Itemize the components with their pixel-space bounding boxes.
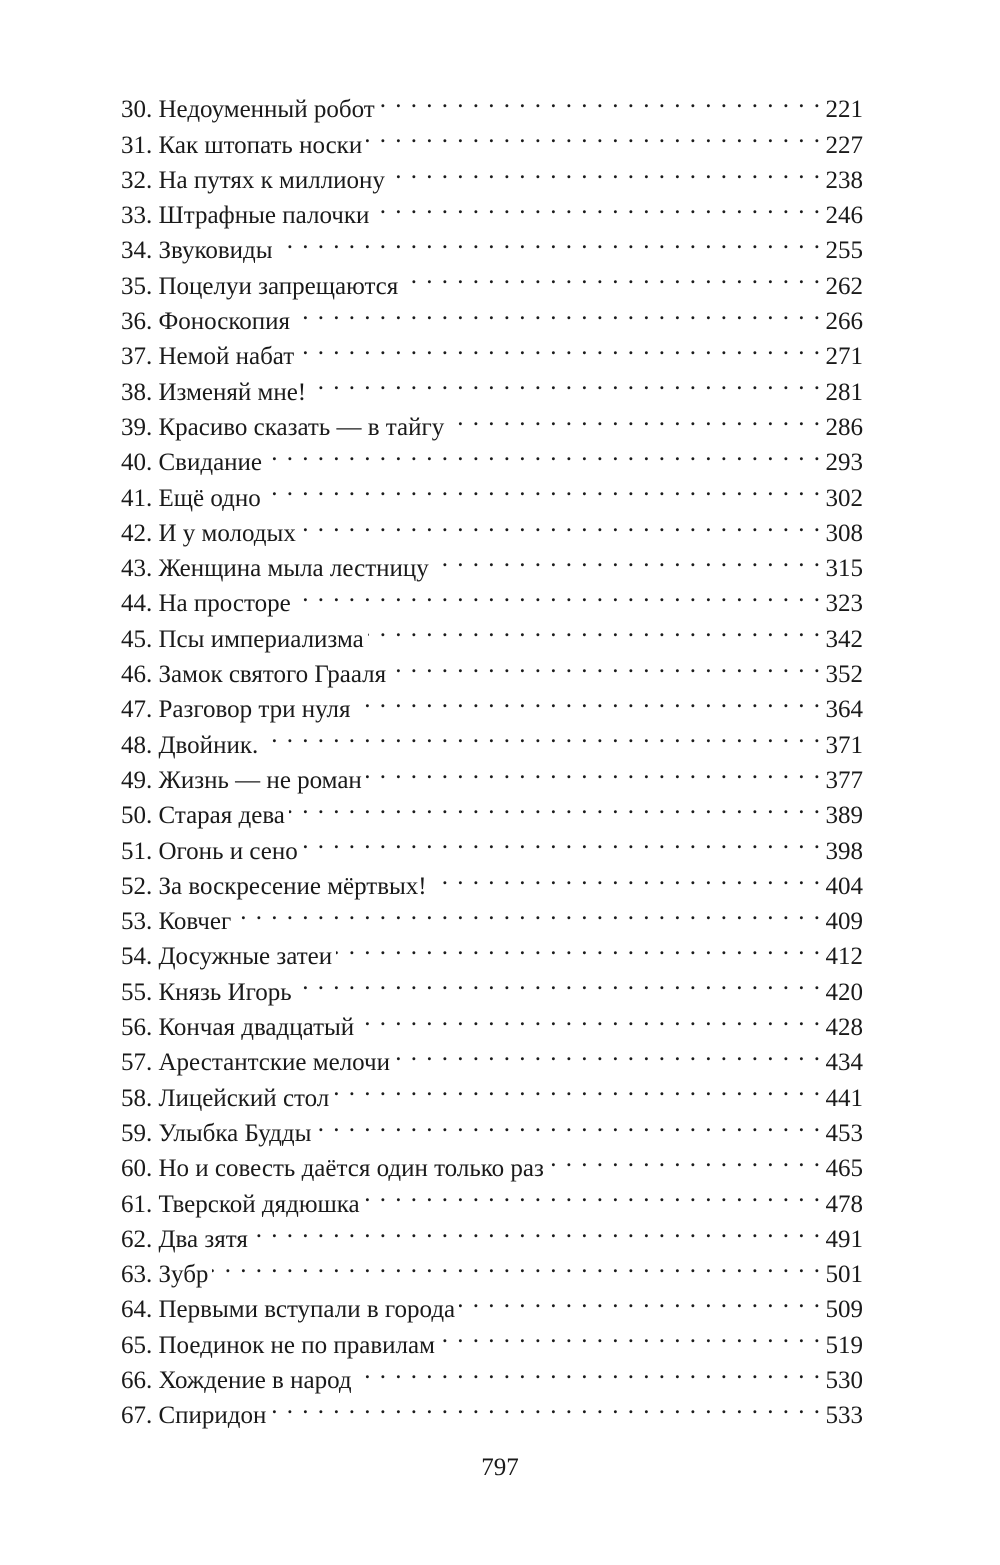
toc-entry-page: 434 (825, 1049, 863, 1077)
dot-leader (389, 153, 822, 188)
dot-leader (366, 753, 822, 788)
toc-entry-page: 398 (825, 837, 863, 865)
toc-entry-page: 255 (825, 237, 863, 265)
toc-entry-title: 51. Огонь и сено (121, 837, 298, 865)
toc-entry (121, 1282, 863, 1324)
toc-entry-page: 389 (825, 802, 863, 830)
toc-entry-page: 364 (825, 696, 863, 724)
dot-leader (302, 823, 822, 858)
toc-entry-title: 53. Ковчег (121, 908, 232, 936)
dot-leader (448, 400, 821, 435)
toc-entry-page: 271 (825, 343, 863, 371)
toc-entry-title: 56. Кончая двадцатый (121, 1014, 355, 1042)
table-of-contents (121, 82, 863, 1430)
toc-entry-page: 302 (825, 484, 863, 512)
dot-leader (333, 1070, 821, 1105)
toc-entry-title: 49. Жизнь — не роман (121, 766, 362, 794)
dot-leader (439, 1317, 822, 1352)
toc-entry-page: 262 (825, 272, 863, 300)
toc-entry-page: 308 (825, 519, 863, 547)
dot-leader (356, 1353, 822, 1388)
dot-leader (433, 541, 822, 576)
dot-leader (265, 470, 822, 505)
dot-leader (355, 682, 822, 717)
toc-entry-page: 404 (825, 872, 863, 900)
toc-entry-title: 33. Штрафные палочки (121, 202, 370, 230)
dot-leader (368, 611, 822, 646)
toc-entry-title: 59. Улыбка Будды (121, 1119, 312, 1147)
dot-leader (252, 1212, 822, 1247)
toc-entry-title: 65. Поединок не по правилам (121, 1331, 435, 1359)
toc-entry-title: 37. Немой набат (121, 343, 295, 371)
dot-leader (364, 1176, 822, 1211)
dot-leader (298, 329, 821, 364)
toc-entry-page: 293 (825, 449, 863, 477)
page-number: 797 (481, 1454, 519, 1481)
toc-entry-title: 62. Два зятя (121, 1225, 248, 1253)
dot-leader (270, 1388, 821, 1423)
toc-entry-title: 46. Замок святого Грааля (121, 661, 387, 689)
dot-leader (394, 1035, 822, 1070)
dot-leader (289, 788, 822, 823)
toc-entry-title: 61. Тверской дядюшка (121, 1190, 360, 1218)
toc-entry-page: 478 (825, 1190, 863, 1218)
dot-leader (336, 929, 821, 964)
toc-entry-title: 31. Как штопать носки (121, 131, 363, 159)
toc-entry-page: 221 (825, 96, 863, 124)
toc-entry-title: 30. Недоуменный робот (121, 96, 375, 124)
toc-entry-title: 60. Но и совесть даётся один только раз (121, 1155, 544, 1183)
dot-leader (310, 364, 821, 399)
dot-leader (390, 647, 821, 682)
toc-entry (121, 82, 863, 124)
toc-entry-title: 41. Ещё одно (121, 484, 261, 512)
dot-leader (373, 188, 821, 223)
toc-entry-page: 530 (825, 1366, 863, 1394)
toc-entry-page: 315 (825, 555, 863, 583)
toc-entry-page: 519 (825, 1331, 863, 1359)
toc-entry-page: 491 (825, 1225, 863, 1253)
dot-leader (379, 82, 822, 117)
dot-leader (294, 294, 822, 329)
toc-entry (121, 1247, 863, 1289)
toc-entry-page: 509 (825, 1296, 863, 1324)
toc-entry-title: 39. Красиво сказать — в тайгу (121, 413, 445, 441)
dot-leader (235, 894, 821, 929)
toc-entry-title: 57. Арестантские мелочи (121, 1049, 390, 1077)
dot-leader (212, 1247, 821, 1282)
toc-entry-page: 246 (825, 202, 863, 230)
toc-entry-page: 227 (825, 131, 863, 159)
toc-entry-title: 42. И у молодых (121, 519, 296, 547)
toc-entry-page: 501 (825, 1261, 863, 1289)
toc-entry-page: 428 (825, 1014, 863, 1042)
toc-entry-title: 34. Звуковиды (121, 237, 273, 265)
toc-entry-page: 412 (825, 943, 863, 971)
toc-entry-title: 40. Свидание (121, 449, 263, 477)
toc-entry-title: 55. Князь Игорь (121, 978, 292, 1006)
toc-entry-title: 64. Первыми вступали в города (121, 1296, 456, 1324)
toc-entry-page: 323 (825, 590, 863, 618)
toc-entry-page: 409 (825, 908, 863, 936)
toc-entry-title: 67. Спиридон (121, 1402, 267, 1430)
dot-leader (277, 223, 822, 258)
toc-entry-title: 48. Двойник. (121, 731, 259, 759)
toc-entry-title: 36. Фоноскопия (121, 308, 290, 336)
toc-entry-title: 43. Женщина мыла лестницу (121, 555, 429, 583)
dot-leader (315, 1106, 821, 1141)
toc-entry-page: 377 (825, 766, 863, 794)
toc-entry-page: 465 (825, 1155, 863, 1183)
dot-leader (366, 117, 821, 152)
toc-entry-title: 58. Лицейский стол (121, 1084, 330, 1112)
dot-leader (300, 506, 822, 541)
toc-entry-title: 52. За воскресение мёртвых! (121, 872, 427, 900)
toc-entry-title: 45. Псы империализма (121, 625, 364, 653)
toc-entry-title: 63. Зубр (121, 1261, 209, 1289)
toc-entry-page: 441 (825, 1084, 863, 1112)
dot-leader (296, 964, 822, 999)
toc-entry-title: 35. Поцелуи запрещаются (121, 272, 399, 300)
toc-entry-page: 352 (825, 661, 863, 689)
toc-entry-title: 44. На просторе (121, 590, 291, 618)
toc-entry-title: 66. Хождение в народ (121, 1366, 352, 1394)
toc-entry-title: 38. Изменяй мне! (121, 378, 307, 406)
toc-entry-title: 47. Разговор три нуля (121, 696, 351, 724)
dot-leader (459, 1282, 821, 1317)
toc-entry-title: 54. Досужные затеи (121, 943, 333, 971)
dot-leader (358, 1000, 821, 1035)
toc-entry-page: 533 (825, 1402, 863, 1430)
dot-leader (431, 859, 822, 894)
dot-leader (266, 435, 821, 470)
dot-leader (548, 1141, 822, 1176)
toc-entry-page: 453 (825, 1119, 863, 1147)
toc-entry-page: 281 (825, 378, 863, 406)
toc-entry-page: 266 (825, 308, 863, 336)
dot-leader (295, 576, 822, 611)
toc-entry-page: 238 (825, 166, 863, 194)
toc-entry-title: 50. Старая дева (121, 802, 285, 830)
toc-entry-title: 32. На путях к миллиону (121, 166, 385, 194)
toc-entry-page: 342 (825, 625, 863, 653)
toc-entry-page: 371 (825, 731, 863, 759)
dot-leader (262, 717, 821, 752)
dot-leader (402, 258, 821, 293)
toc-entry-page: 420 (825, 978, 863, 1006)
toc-entry-page: 286 (825, 413, 863, 441)
